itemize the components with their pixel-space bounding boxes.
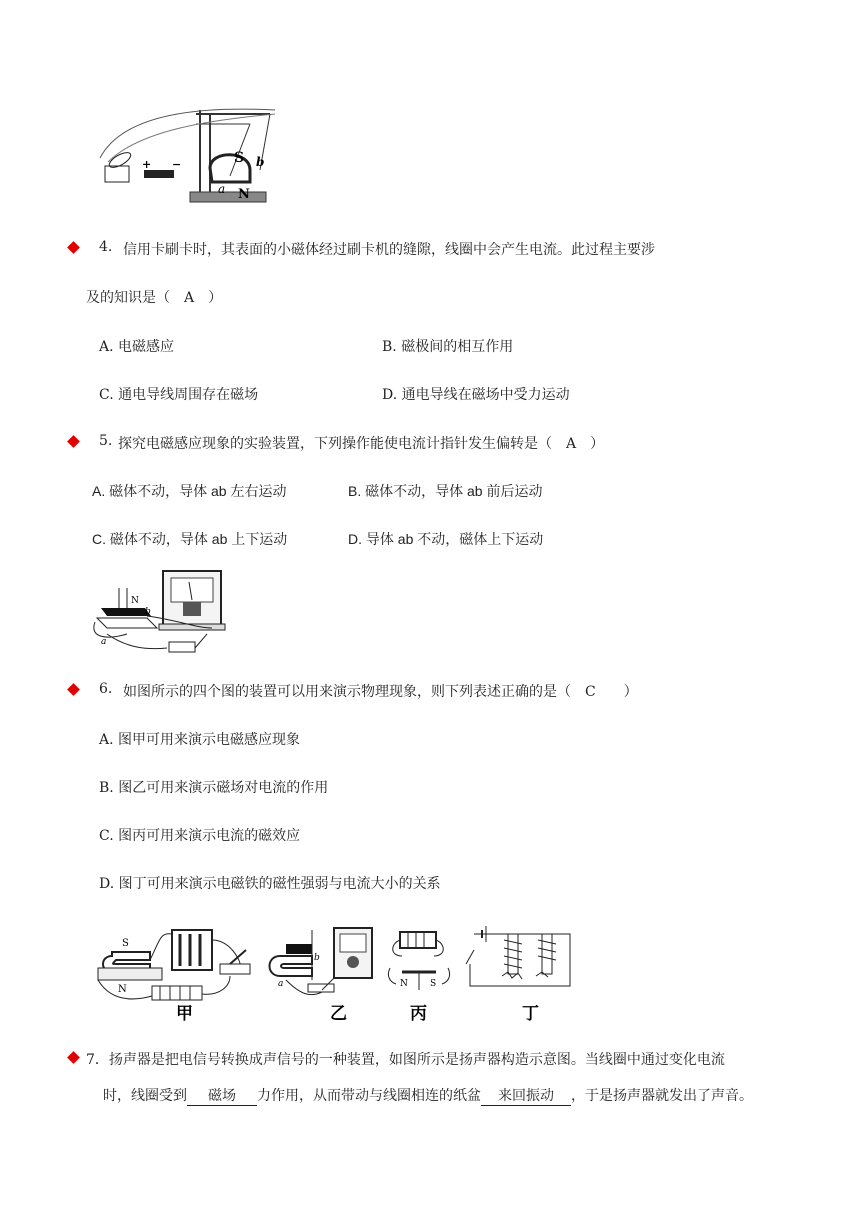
q7-bullet-icon <box>67 1051 80 1064</box>
q6-figure-bing <box>388 932 449 1024</box>
svg-text:+: + <box>142 158 152 171</box>
q3-label-a: a <box>218 182 226 196</box>
q6-figure-ding <box>466 926 570 1024</box>
q5-apparatus-figure <box>87 568 227 663</box>
q5-option-d: D. 导体 ab 不动，磁体上下运动 <box>348 531 544 547</box>
q4-stem-line2: 及的知识是（ A ） <box>86 290 223 306</box>
q3-apparatus-figure <box>100 100 280 220</box>
q5-option-c: C. 磁体不动，导体 ab 上下运动 <box>92 531 288 547</box>
q6-bullet-icon <box>67 683 80 696</box>
q6-yi-label-a: a <box>278 979 284 989</box>
q4-bullet-icon <box>67 241 80 254</box>
q6-option-b: B. 图乙可用来演示磁场对电流的作用 <box>99 780 329 796</box>
q7-line2 <box>103 1085 753 1106</box>
q6-caption-jia: 甲 <box>176 1004 193 1024</box>
q5-option-b: B. 磁体不动，导体 ab 前后运动 <box>348 483 543 499</box>
q3-label-b: b <box>256 155 265 169</box>
q6-yi-label-b: b <box>314 953 320 963</box>
q5-option-a: A. 磁体不动，导体 ab 左右运动 <box>92 483 287 499</box>
q7-line2-part3: ，于是扬声器就发出了声音。 <box>571 1088 753 1104</box>
q4-option-a: A. 电磁感应 <box>99 339 175 355</box>
q5-number: 5. <box>99 433 113 449</box>
q4-option-c: C. 通电导线周围存在磁场 <box>99 387 259 403</box>
q4-option-b: B. 磁极间的相互作用 <box>382 339 514 355</box>
q6-option-c: C. 图丙可用来演示电流的磁效应 <box>99 828 301 844</box>
q5-bullet-icon <box>67 435 80 448</box>
q7-answer-blank-1: 磁场 <box>187 1085 257 1106</box>
q4-option-d: D. 通电导线在磁场中受力运动 <box>382 387 570 403</box>
q3-label-s: S <box>234 150 245 166</box>
q5-label-n: N <box>131 596 139 606</box>
q6-figure-jia <box>98 930 250 1024</box>
q7-answer-blank-2: 来回振动 <box>481 1085 571 1106</box>
q7-line2-part1: 时，线圈受到 <box>103 1088 187 1104</box>
q6-figure-yi <box>270 928 373 1024</box>
q6-bing-label-n: N <box>400 979 408 989</box>
q6-number: 6. <box>99 681 113 697</box>
q6-stem: 如图所示的四个图的装置可以用来演示物理现象，则下列表述正确的是（ C ） <box>123 684 638 700</box>
q3-label-n: N <box>238 187 250 202</box>
q5-stem: 探究电磁感应现象的实验装置，下列操作能使电流计指针发生偏转是（ A ） <box>118 436 605 452</box>
q6-option-d: D. 图丁可用来演示电磁铁的磁性强弱与电流大小的关系 <box>99 876 441 892</box>
q6-caption-yi: 乙 <box>330 1004 347 1024</box>
q7-line2-part2: 力作用，从而带动与线圈相连的纸盆 <box>257 1088 481 1104</box>
q6-jia-label-n: N <box>118 984 127 995</box>
q6-jia-label-s: S <box>122 938 129 949</box>
q6-caption-bing: 丙 <box>410 1004 427 1024</box>
q5-label-a: a <box>101 637 107 647</box>
svg-text:−: − <box>172 158 182 171</box>
q4-number: 4. <box>99 239 113 255</box>
q6-option-a: A. 图甲可用来演示电磁感应现象 <box>99 732 301 748</box>
q6-bing-label-s: S <box>430 979 437 989</box>
q6-figures <box>90 920 570 1024</box>
q6-caption-ding: 丁 <box>522 1004 539 1024</box>
q4-stem-line1: 信用卡刷卡时，其表面的小磁体经过刷卡机的缝隙，线圈中会产生电流。此过程主要涉 <box>123 242 655 258</box>
q7-line1: 7．扬声器是把电信号转换成声信号的一种装置，如图所示是扬声器构造示意图。当线圈中通过变化电流 <box>86 1052 725 1068</box>
q5-label-b: b <box>145 607 151 617</box>
